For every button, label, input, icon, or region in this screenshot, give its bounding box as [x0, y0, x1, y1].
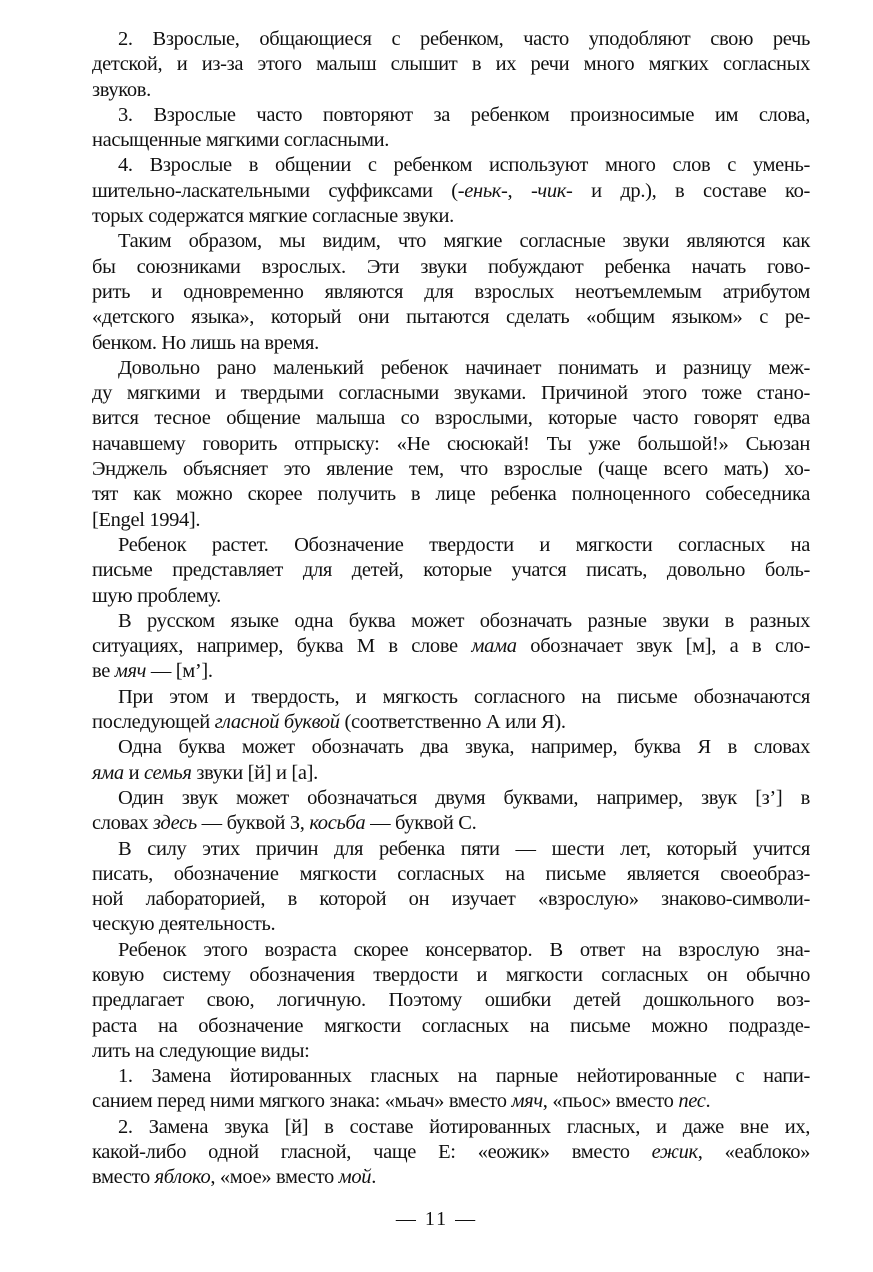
- text: рить и одновременно являются для взрослых неотъемлемым атрибутом: [92, 280, 810, 303]
- italic-text: гласной буквой: [214, 711, 340, 734]
- text: — буквой З,: [196, 812, 310, 835]
- text-line: [92, 280, 810, 305]
- text-line: [92, 912, 810, 937]
- paragraph: [92, 609, 810, 685]
- text: бы союзниками взрослых. Эти звуки побуждают ребенка начать гово-: [92, 255, 810, 278]
- paragraph: [92, 229, 810, 355]
- text-line: [92, 128, 810, 153]
- text: Энджель объясняет это явление тем, что взрослые (чаще всего мать) хо-: [92, 458, 810, 481]
- text: 1. Замена йотированных гласных на парные нейотированные с напи-: [118, 1065, 810, 1088]
- text: (соответственно А или Я).: [339, 711, 566, 734]
- paragraph: [92, 837, 810, 938]
- italic-text: -чик-: [530, 179, 573, 202]
- text: В русском языке одна буква может обозначать разные звуки в разных: [118, 609, 810, 632]
- text-line: [92, 659, 810, 684]
- text: и: [123, 761, 144, 784]
- text: ческую деятельность.: [92, 913, 276, 936]
- text-line: [92, 508, 810, 533]
- text: 2. Взрослые, общающиеся с ребенком, часто уподобляют свою речь: [118, 28, 810, 50]
- text-line: [92, 634, 810, 659]
- text: .: [371, 1166, 376, 1189]
- text: 2. Замена звука [й] в составе йотированных гласных, и даже вне их,: [118, 1115, 810, 1138]
- text-line: [92, 761, 810, 786]
- text: бенком. Но лишь на время.: [92, 331, 319, 354]
- italic-text: ежик: [651, 1141, 698, 1164]
- text-line: [92, 811, 810, 836]
- italic-text: пес: [678, 1090, 706, 1113]
- text-line: [92, 305, 810, 330]
- paragraph: [92, 1064, 810, 1115]
- text: — буквой С.: [365, 812, 477, 835]
- text: раста на обозначение мягкости согласных на письме можно подразде-: [92, 1014, 810, 1037]
- text-line: [92, 1089, 810, 1114]
- text: В силу этих причин для ребенка пяти — шести лет, который учится: [118, 837, 810, 860]
- text: писать, обозначение мягкости согласных на письме является своеобраз-: [92, 862, 810, 885]
- text-line: [92, 837, 810, 862]
- text: начавшему говорить отпрыску: «Не сюсюкай! Ты уже большой!» Сьюзан: [92, 432, 810, 455]
- text-line: [92, 103, 810, 128]
- paragraph: [92, 356, 810, 533]
- text: Довольно рано маленький ребенок начинает понимать и разницу меж-: [118, 356, 810, 379]
- italic-text: мяч: [511, 1090, 543, 1113]
- paragraph: [92, 786, 810, 837]
- text: обозначает звук [м], а в сло-: [516, 635, 810, 658]
- text: [Engel 1994].: [92, 508, 201, 531]
- text: детской, и из-за этого малыш слышит в их речи много мягких согласных: [92, 53, 810, 76]
- text-line: [92, 558, 810, 583]
- text: последующей: [92, 711, 215, 734]
- italic-text: яма: [92, 761, 124, 784]
- text-line: [92, 1039, 810, 1064]
- text: ве: [92, 660, 115, 683]
- text: Один звук может обозначаться двумя буквами, например, звук [з’] в: [118, 786, 810, 809]
- italic-text: -еньк-: [457, 179, 508, 202]
- text-line: [92, 381, 810, 406]
- text-line: [92, 331, 810, 356]
- text: , «мое» вместо: [210, 1166, 339, 1189]
- paragraph: [92, 1115, 810, 1191]
- text-line: [92, 786, 810, 811]
- text-line: [92, 482, 810, 507]
- italic-text: яблоко: [154, 1166, 211, 1189]
- text: Ребенок растет. Обозначение твердости и мягкости согласных на: [118, 533, 810, 556]
- italic-text: семья: [143, 761, 192, 784]
- paragraph: [92, 938, 810, 1064]
- text: шительно-ласкательными суффиксами (: [92, 179, 458, 202]
- paragraph: [92, 27, 810, 103]
- text: ду мягкими и твердыми согласными звуками. Причиной этого тоже стано-: [92, 382, 810, 405]
- text: вится тесное общение малыша со взрослыми, которые часто говорят едва: [92, 407, 810, 430]
- text: какой-либо одной гласной, чаще Е: «еожик» вместо: [92, 1141, 652, 1164]
- text: , «пьос» вместо: [542, 1090, 679, 1113]
- paragraph: [92, 735, 810, 786]
- paragraph: [92, 533, 810, 609]
- text-line: [92, 1064, 810, 1089]
- text-line: [92, 938, 810, 963]
- text-line: [92, 229, 810, 254]
- text-line: [92, 1140, 810, 1165]
- text: Ребенок этого возраста скорее консерватор. В ответ на взрослую зна-: [118, 938, 810, 961]
- text: «детского языка», который они пытаются сделать «общим языком» с ре-: [92, 306, 810, 329]
- italic-text: мама: [471, 635, 517, 658]
- italic-text: косьба: [309, 812, 366, 835]
- text-line: [92, 533, 810, 558]
- text: звуков.: [92, 78, 151, 101]
- text-line: [92, 255, 810, 280]
- text-line: [92, 710, 810, 735]
- text: письме представляет для детей, которые учатся писать, довольно боль-: [92, 559, 810, 582]
- text-line: [92, 179, 810, 204]
- text: шую проблему.: [92, 584, 221, 607]
- text-line: [92, 887, 810, 912]
- text-line: [92, 1115, 810, 1140]
- text-line: [92, 153, 810, 178]
- text: и др.), в составе ко-: [572, 179, 810, 202]
- text: вместо: [92, 1166, 155, 1189]
- text-line: [92, 356, 810, 381]
- text: ,: [507, 179, 531, 202]
- text-line: [92, 584, 810, 609]
- text: звуки [й] и [а].: [191, 761, 318, 784]
- paragraph: [92, 153, 810, 229]
- text: Таким образом, мы видим, что мягкие согласные звуки являются как: [118, 230, 810, 253]
- text: При этом и твердость, и мягкость согласного на письме обозначаются: [118, 685, 810, 708]
- text-line: [92, 862, 810, 887]
- italic-text: мой: [338, 1166, 372, 1189]
- text-line: [92, 457, 810, 482]
- text: санием перед ними мягкого знака: «мьач» вместо: [92, 1090, 512, 1113]
- text: ной лабораторией, в которой он изучает «взрослую» знаково-символи-: [92, 888, 810, 911]
- text-line: [92, 1014, 810, 1039]
- text: предлагает свою, логичную. Поэтому ошибки детей дошкольного воз-: [92, 989, 810, 1012]
- text-line: [92, 406, 810, 431]
- text-line: [92, 78, 810, 103]
- text: тят как можно скорее получить в лице ребенка полноценного собеседника: [92, 483, 810, 506]
- book-page-text: [92, 27, 810, 1191]
- italic-text: мяч: [114, 660, 147, 683]
- text-line: [92, 685, 810, 710]
- text: Одна буква может обозначать два звука, например, буква Я в словах: [118, 736, 810, 759]
- text: ковую систему обозначения твердости и мягкости согласных он обычно: [92, 963, 810, 986]
- text-line: [92, 52, 810, 77]
- text: ситуациях, например, буква М в слове: [92, 635, 472, 658]
- paragraph: [92, 103, 810, 154]
- text: 3. Взрослые часто повторяют за ребенком произносимые им слова,: [118, 103, 810, 126]
- text: , «еаблоко»: [697, 1141, 810, 1164]
- text: .: [705, 1090, 711, 1113]
- text: лить на следующие виды:: [92, 1039, 310, 1062]
- text-line: [92, 735, 810, 760]
- page-number: — 11 —: [395, 1208, 478, 1230]
- text: насыщенные мягкими согласными.: [92, 129, 390, 152]
- text-line: [92, 988, 810, 1013]
- text-line: [92, 432, 810, 457]
- text: торых содержатся мягкие согласные звуки.: [92, 205, 454, 228]
- paragraph: [92, 685, 810, 736]
- text-line: [92, 963, 810, 988]
- text-line: [92, 27, 810, 52]
- text-line: [92, 1165, 810, 1190]
- text: 4. Взрослые в общении с ребенком используют много слов с умень-: [118, 154, 810, 177]
- text-line: [92, 609, 810, 634]
- text: словах: [92, 812, 154, 835]
- text: — [м’].: [146, 660, 213, 683]
- italic-text: здесь: [153, 812, 197, 835]
- text-line: [92, 204, 810, 229]
